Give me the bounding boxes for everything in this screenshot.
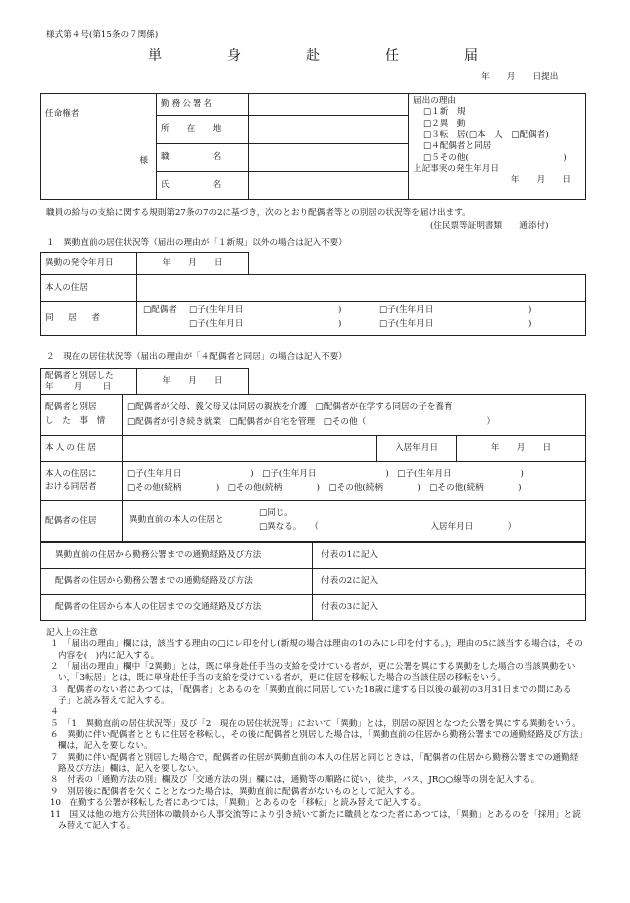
reason-option[interactable]: □２異 動	[423, 118, 466, 129]
sep-date-table	[40, 368, 586, 395]
title-char: 届	[464, 48, 478, 64]
position-field[interactable]	[249, 144, 409, 172]
appointer-cell	[41, 94, 157, 200]
notes-block	[46, 628, 584, 832]
spouse-addr-label: 配偶者の住居	[41, 501, 123, 542]
note-item: ２ 「届出の理由」欄中「2異動」とは，既に単身赴任手当の支給を受けている者が，更に公署を異にする異動をした場合の当該異動をいい，「3転居」とは，既に単身赴任手当の支給を受けている者が，更に住居を移転した場合の当該住居の移転をいう。	[50, 662, 576, 684]
reason-option[interactable]: □３転 居(□本 人 □配偶者)	[423, 130, 549, 141]
cohabit2-line[interactable]: □その他(続柄 ) □その他(続柄 ) □その他(続柄 ) □その他(続柄 )	[127, 483, 522, 494]
note-item: ９ 別居後に配偶者を欠くこととなつた場合は，異動直前に配偶者がないものとして記入する。	[50, 786, 420, 797]
sec1-cohabit-cell	[137, 301, 586, 335]
sep-reason-label-line: 配偶者と別居	[45, 402, 97, 413]
spouse-checkbox[interactable]: □配偶者	[143, 305, 177, 316]
intro-text: 職員の給与の支給に関する規則第27条の7の2に基づき，次のとおり配偶者等との別居の状況等を届け出ます。	[46, 208, 471, 218]
sec1-address-label: 本人の住居	[41, 275, 137, 301]
appointer-label: 任命権者	[45, 109, 80, 119]
sep-date-label	[41, 369, 137, 395]
blank-cell	[249, 253, 586, 275]
same-checkbox[interactable]: □同じ。	[259, 508, 293, 519]
note-item: ５ 「1 異動直前の居住状況等」及び「2 現在の居住状況等」において「異動」とは，別居の原因となつた公署を異にする異動をいう。	[50, 718, 581, 729]
cohabit2-label	[41, 462, 123, 501]
occurred-date[interactable]: 年 月 日	[510, 175, 571, 186]
sep-date-field[interactable]: 年 月 日	[137, 369, 249, 395]
reason-title: 届出の理由	[413, 96, 456, 106]
move-in-label: 入居年月日	[377, 435, 457, 462]
title-char: 身	[227, 48, 241, 64]
sep-date-label-line: 年 月 日	[45, 381, 113, 392]
route-label: 配偶者の住居から本人の住居までの交通経路及び方法	[41, 595, 313, 621]
title-char: 任	[385, 48, 399, 64]
issue-date-label: 異動の発令年月日	[41, 253, 137, 275]
spouse-addr-prefix: 異動直前の本人の住居と	[129, 515, 224, 526]
occurred-label: 上記事実の発生年月日	[413, 164, 499, 175]
form-title	[0, 48, 630, 66]
move-in-field[interactable]: 年 月 日	[457, 435, 586, 462]
cohabit2-options	[123, 462, 586, 501]
address-field[interactable]	[249, 116, 409, 144]
submission-date: 年 月 日提出	[481, 72, 559, 82]
office-label: 勤務公署名	[157, 94, 249, 116]
cohabit2-line[interactable]: □子(生年月日 ) □子(生年月日 ) □子(生年月日 )	[127, 468, 524, 479]
self-addr-label: 本人の住居	[41, 435, 123, 462]
section2-heading: ２ 現在の居住状況等（届出の理由が「４配偶者と同居」の場合は記入不要）	[46, 352, 347, 362]
child-checkbox[interactable]: □子(生年月日 )	[189, 305, 342, 316]
position-label: 職 名	[157, 144, 249, 172]
note-item: ４	[50, 707, 59, 718]
notes-title: 記入上の注意	[46, 628, 98, 638]
reason-cell	[409, 94, 586, 200]
route-value[interactable]: 付表の3に記入	[313, 595, 586, 621]
reason-option[interactable]: □４配偶者と同居	[423, 141, 492, 152]
note-item: 11 国又は他の地方公共団体の職員から人事交流等により引き続いて新たに職員となつた者にあつては，「異動」とあるのを「採用」と読み替えて記入する。	[50, 809, 581, 831]
blank-cell	[249, 369, 586, 395]
name-field[interactable]	[249, 172, 409, 200]
sep-reason-label-line: し た 事 情	[45, 415, 106, 426]
sep-reason-line[interactable]: □配偶者が引き続き就業 □配偶者が自宅を管理 □その他（ ）	[127, 416, 496, 427]
form-number: 様式第４号(第15条の７関係)	[46, 30, 159, 40]
spouse-addr-cell	[123, 501, 586, 542]
sep-date-label-line: 配偶者と別居した	[45, 371, 114, 382]
title-char: 単	[148, 48, 162, 64]
issue-date-field[interactable]: 年 月 日	[137, 253, 249, 275]
route-label: 配偶者の住居から勤務公署までの通勤経路及び方法	[41, 569, 313, 595]
sama-label: 様	[139, 156, 148, 166]
child-checkbox[interactable]: □子(生年月日 )	[379, 305, 532, 316]
route-label: 異動直前の住居から勤務公署までの通勤経路及び方法	[41, 543, 313, 569]
sep-reason-options	[123, 395, 586, 436]
applicant-info-table	[40, 93, 586, 200]
note-item: ６ 異動に伴い配偶者とともに住居を移転し，その後に配偶者と別居した場合は，「異動直前の住居から勤務公署までの通勤経路及び方法」欄は，記入を要しない。	[50, 730, 583, 752]
routes-table	[40, 542, 586, 621]
sep-reason-line[interactable]: □配偶者が父母、義父母又は同居の親族を介護 □配偶者が在学する同居の子を養育	[127, 402, 453, 413]
note-item: 10 在勤する公署が移転した者にあつては，「異動」とあるのを「移転」と読み替えて記入する。	[50, 798, 427, 809]
section2-table	[40, 394, 586, 542]
route-value[interactable]: 付表の1に記入	[313, 543, 586, 569]
reason-option[interactable]: □５その他( )	[423, 152, 567, 163]
note-item: ７ 異動に伴い配偶者と別居した場合で，配偶者の住居が異動直前の本人の住居と同じときは，「配偶者の住居から勤務公署までの通勤経路及び方法」欄は，記入を要しない。	[50, 752, 579, 775]
child-checkbox[interactable]: □子(生年月日 )	[379, 319, 532, 330]
name-label: 氏 名	[157, 172, 249, 200]
section1-table	[40, 252, 586, 336]
section1-heading: １ 異動直前の居住状況等（届出の理由が「１新規」以外の場合は記入不要）	[46, 238, 347, 248]
child-checkbox[interactable]: □子(生年月日 )	[189, 319, 342, 330]
note-item: ８ 付表の「通勤方法の別」欄及び「交通方法の別」欄には，通勤等の順路に従い，徒歩，バス，JR○○線等の別を記入する。	[50, 775, 540, 786]
sep-reason-label	[41, 395, 123, 436]
cohabit2-label-line: 本人の住居に	[45, 468, 97, 479]
office-field[interactable]	[249, 94, 409, 116]
note-item: １ 「届出の理由」欄には，該当する理由の□にレ印を付し(新規の場合は理由の1のみにレ印を付する。)，理由の5に該当する場合は，その内容を( )内に記入する。	[50, 639, 583, 661]
title-char: 赴	[306, 48, 320, 64]
diff-checkbox[interactable]: □異なる。 （ 入居年月日 ）	[259, 522, 517, 533]
attachment-note: (住民票等証明書類 通添付)	[430, 221, 549, 231]
reason-option[interactable]: □１新 規	[423, 107, 466, 118]
sec1-address-field[interactable]	[137, 275, 586, 301]
note-item: ３ 配偶者のない者にあつては，「配偶者」とあるのを「異動直前に同居していた18歳に達する日以後の最初の3月31日までの間にある子」と読み替えて記入する。	[50, 684, 572, 707]
route-value[interactable]: 付表の2に記入	[313, 569, 586, 595]
self-addr-field[interactable]	[123, 435, 377, 462]
cohabit2-label-line: おける同居者	[45, 482, 97, 493]
sec1-cohabit-label: 同 居 者	[41, 301, 137, 335]
address-label: 所 在 地	[157, 116, 249, 144]
